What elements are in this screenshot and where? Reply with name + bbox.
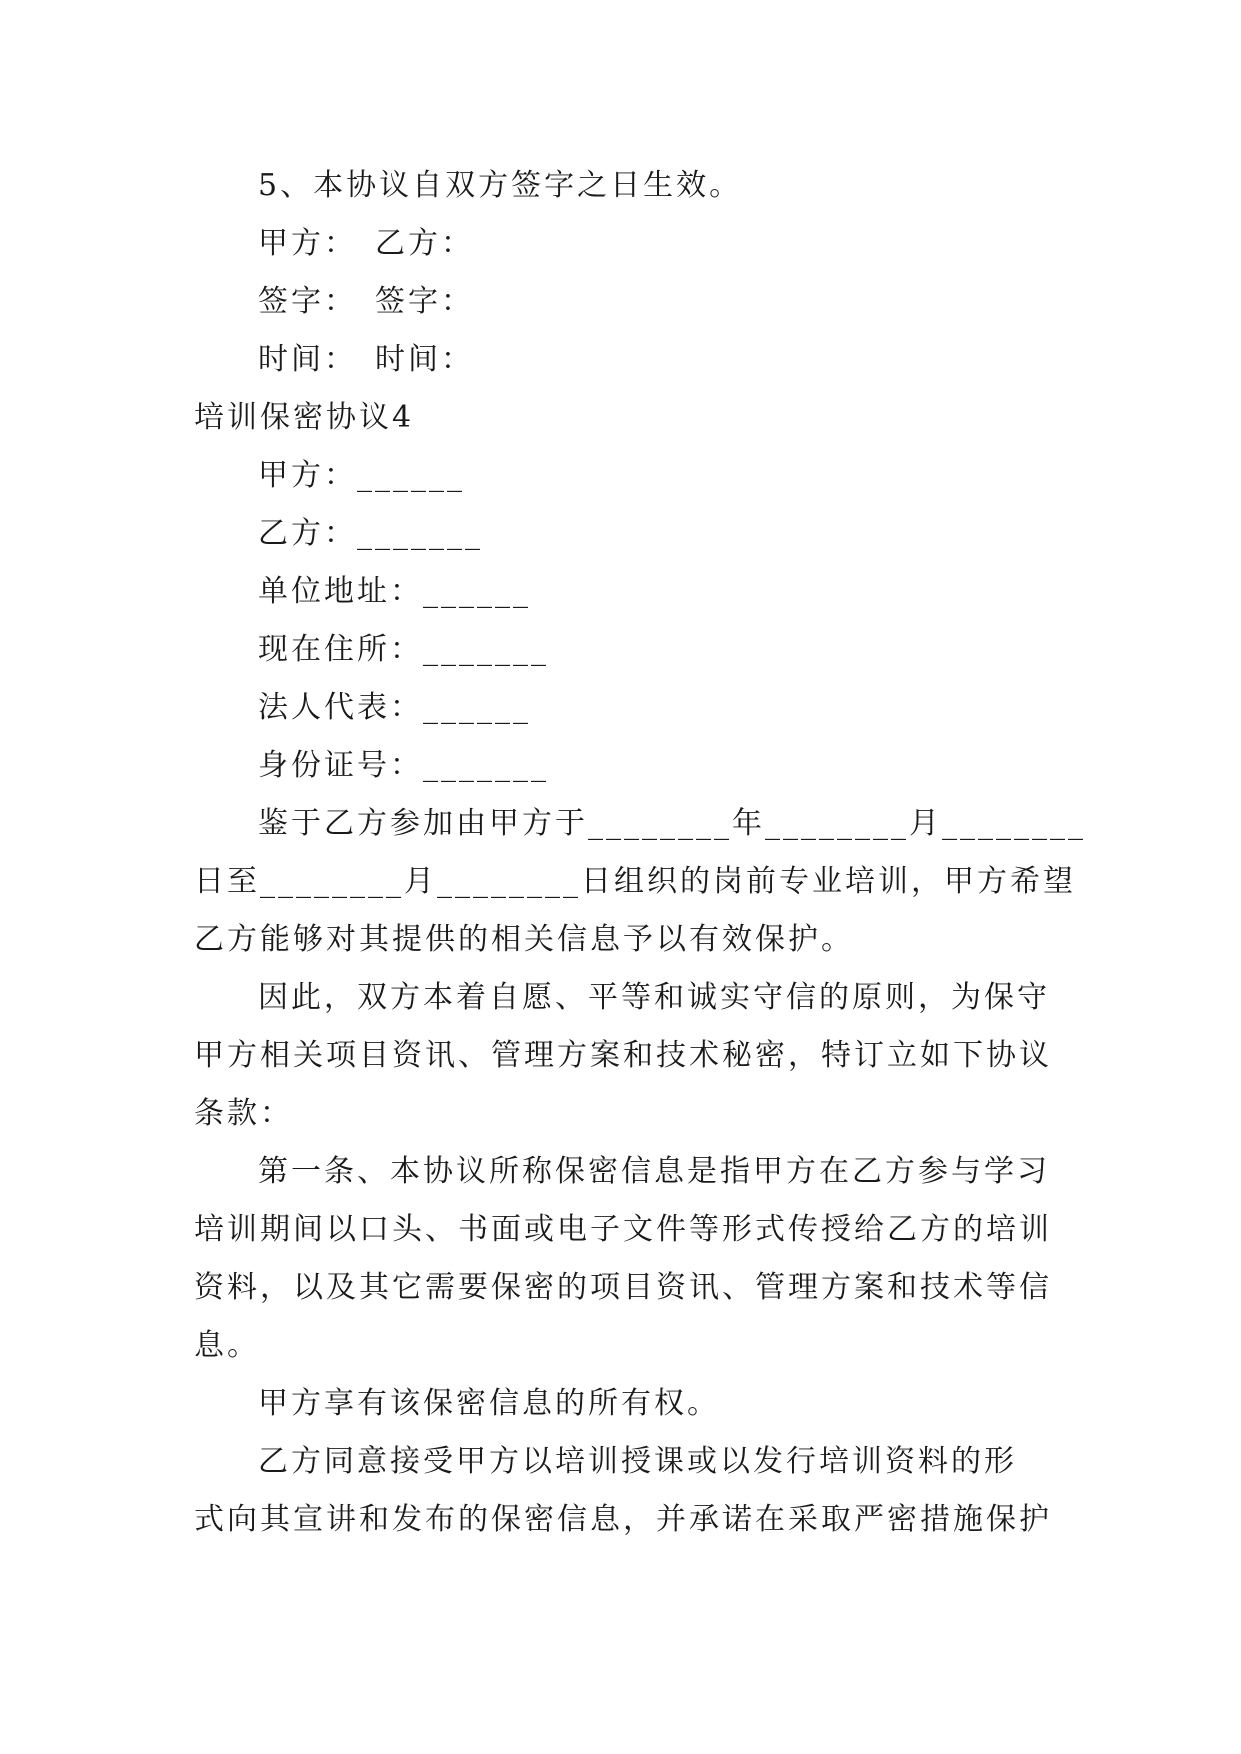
company-address-field: 单位地址：______ <box>258 574 531 609</box>
article-1-line: 资料，以及其它需要保密的项目资讯、管理方案和技术等信 <box>194 1270 1052 1305</box>
paragraph-line: 条款： <box>194 1096 293 1131</box>
ownership-statement: 甲方享有该保密信息的所有权。 <box>258 1386 720 1421</box>
clause-5-effective: 5、本协议自双方签字之日生效。 <box>258 168 743 203</box>
party-a-field: 甲方：______ <box>258 458 465 493</box>
paragraph-line: 因此，双方本着自愿、平等和诚实守信的原则，为保守 <box>258 980 1050 1015</box>
paragraph-line: 甲方相关项目资讯、管理方案和技术秘密，特订立如下协议 <box>194 1038 1052 1073</box>
paragraph-line: 日至________月________日组织的岗前专业培训，甲方希望 <box>194 864 1076 899</box>
paragraph-line: 式向其宣讲和发布的保密信息，并承诺在采取严密措施保护 <box>194 1502 1052 1537</box>
paragraph-line: 乙方同意接受甲方以培训授课或以发行培训资料的形 <box>258 1444 1017 1479</box>
article-1-line: 第一条、本协议所称保密信息是指甲方在乙方参与学习 <box>258 1154 1050 1189</box>
agreement-heading: 培训保密协议4 <box>194 400 415 435</box>
date-labels: 时间： 时间： <box>258 342 474 377</box>
party-labels: 甲方： 乙方： <box>258 226 474 261</box>
signature-labels: 签字： 签字： <box>258 284 474 319</box>
legal-representative-field: 法人代表：______ <box>258 690 531 725</box>
paragraph-line: 乙方能够对其提供的相关信息予以有效保护。 <box>194 922 854 957</box>
article-1-line: 培训期间以口头、书面或电子文件等形式传授给乙方的培训 <box>194 1212 1052 1247</box>
party-b-field: 乙方：_______ <box>258 516 483 551</box>
paragraph-line: 鉴于乙方参加由甲方于________年________月________ <box>258 806 1086 841</box>
current-residence-field: 现在住所：_______ <box>258 632 549 667</box>
id-number-field: 身份证号：_______ <box>258 748 549 783</box>
article-1-line: 息。 <box>194 1328 260 1363</box>
